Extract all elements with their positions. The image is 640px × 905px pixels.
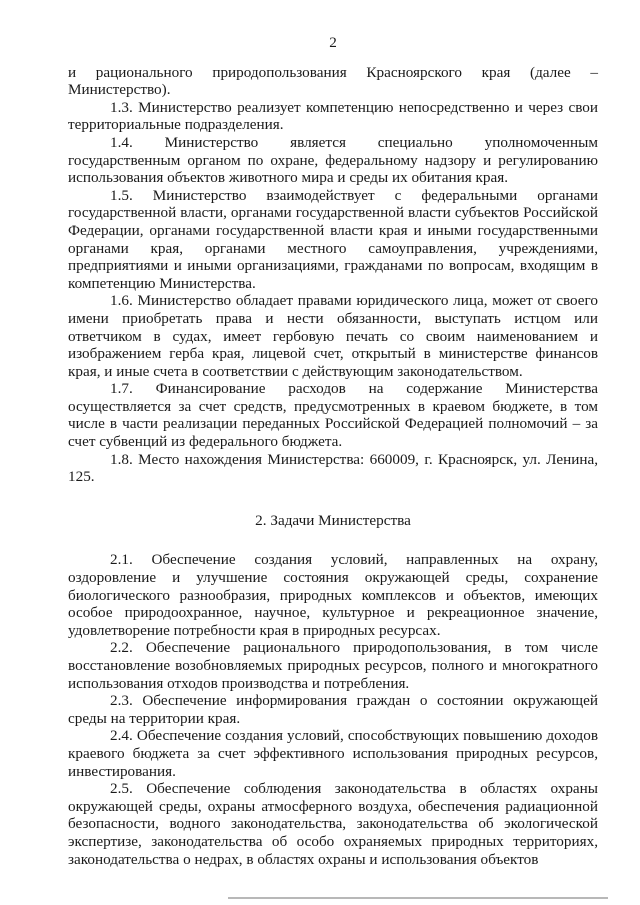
paragraph-1-5: 1.5. Министерство взаимодействует с федеральными органами государственной власти, органами государственной власти субъектов Российской Федерации, органами государственной власти края и иными государственными органами края, органами местного самоуправления, учреждениями, предприятиями и иными организациями, гражданами по вопросам, входящим в компетенцию Министерства. <box>68 186 598 292</box>
paragraphs-bottom <box>68 551 598 868</box>
paragraph-2-4: 2.4. Обеспечение создания условий, способствующих повышению доходов краевого бюджета за счет эффективного использования природных ресурсов, инвестирования. <box>68 727 598 780</box>
page-number: 2 <box>329 34 337 51</box>
paragraph-2-5: 2.5. Обеспечение соблюдения законодательства в областях охраны окружающей среды, охраны атмосферного воздуха, обеспечения радиационной безопасности, водного законодательства, законодательства об экологической экспертизе, законодательства об особо охраняемых природных территориях, законодательства о недрах, в областях охраны и использования объектов <box>68 780 598 868</box>
paragraph-continuation: и рационального природопользования Красноярского края (далее – Министерство). <box>68 63 598 99</box>
paragraph-1-8: 1.8. Место нахождения Министерства: 660009, г. Красноярск, ул. Ленина, 125. <box>68 450 598 486</box>
paragraph-1-6: 1.6. Министерство обладает правами юридического лица, может от своего имени приобретать права и нести обязанности, выступать истцом или ответчиком в судах, имеет гербовую печать со своим наименованием и изображением герба края, лицевой счет, открытый в министерстве финансов края, и иные счета в соответствии с действующим законодательством. <box>68 292 598 380</box>
paragraph-2-3: 2.3. Обеспечение информирования граждан о состоянии окружающей среды на территории края. <box>68 692 598 727</box>
scan-edge-line <box>228 897 608 899</box>
paragraph-1-4: 1.4. Министерство является специально уполномоченным государственным органом по охране, федеральному надзору и регулированию использования объектов животного мира и среды их обитания края. <box>68 133 598 187</box>
section-heading: 2. Задачи Министерства <box>255 511 411 529</box>
paragraph-2-2: 2.2. Обеспечение рационального природопользования, в том числе восстановление возобновляемых природных ресурсов, полного и многократного использования отходов производства и потребления. <box>68 639 598 692</box>
paragraph-1-3: 1.3. Министерство реализует компетенцию непосредственно и через свои территориальные подразделения. <box>68 98 598 134</box>
paragraph-2-1: 2.1. Обеспечение создания условий, направленных на охрану, оздоровление и улучшение состояния окружающей среды, сохранение биологического разнообразия, природных комплексов и объектов, имеющих особое природоохранное, научное, культурное и рекреационное значение, удовлетворение потребности края в природных ресурсах. <box>68 551 598 639</box>
paragraph-1-7: 1.7. Финансирование расходов на содержание Министерства осуществляется за счет средств, предусмотренных в краевом бюджете, в том числе в части реализации переданных Российской Федерацией полномочий – за счет субвенций из федерального бюджета. <box>68 380 598 451</box>
paragraphs-top <box>68 64 598 486</box>
